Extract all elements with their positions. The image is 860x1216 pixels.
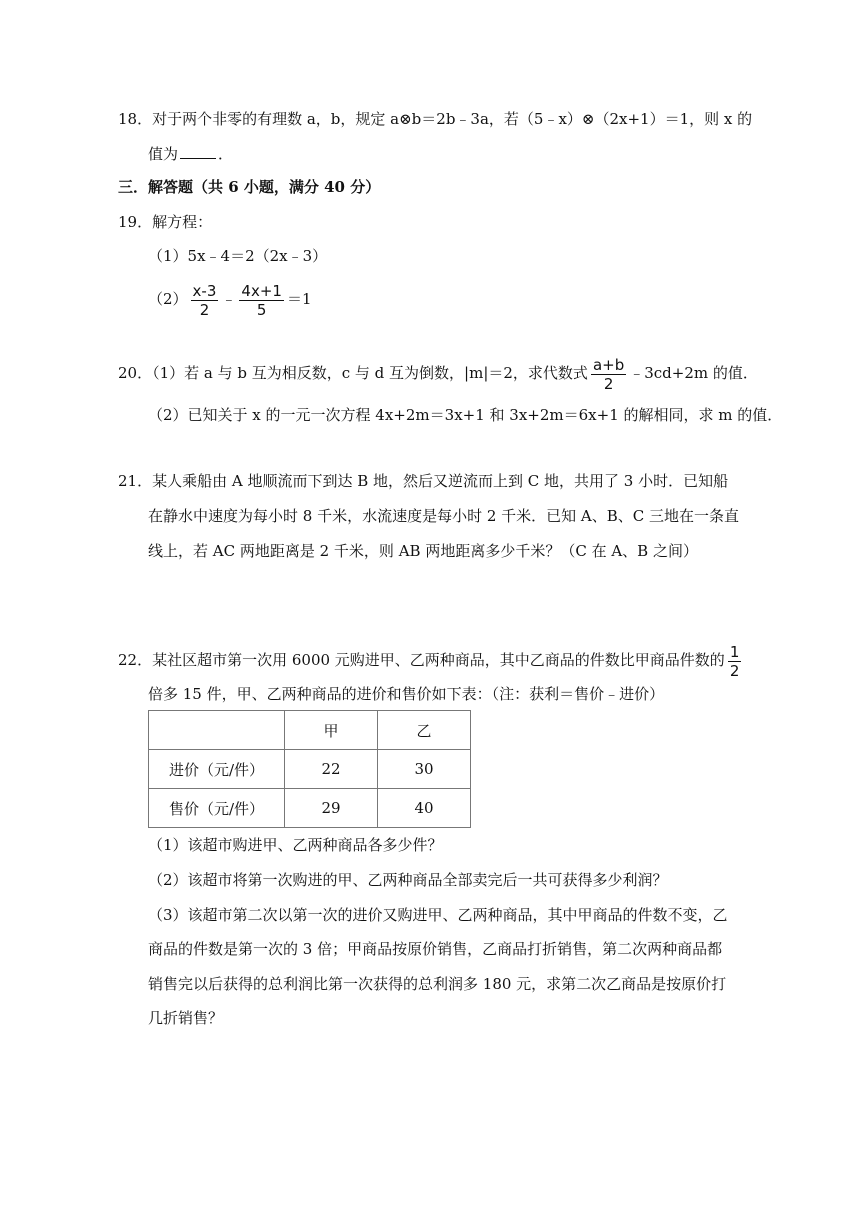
table-row [149, 750, 471, 789]
section-heading: 三．解答题（共 6 小题，满分 40 分） [118, 178, 381, 196]
table-row [149, 789, 471, 828]
table-cell: 30 [378, 750, 471, 789]
q18-line2-prefix: 值为 [148, 145, 179, 163]
q22-line1 [118, 640, 744, 680]
q20-part1-prefix: 20．（1）若 a 与 b 互为相反数，c 与 d 互为倒数，|m|＝2，求代数式 [118, 364, 588, 382]
fraction-denominator: 2 [199, 300, 210, 319]
q22-part1: （1）该超市购进甲、乙两种商品各多少件？ [148, 836, 443, 854]
fraction-numerator: 4x+1 [241, 281, 282, 300]
fraction [191, 282, 219, 319]
minus-sign: ﹣ [221, 290, 237, 308]
table-cell: 进价（元/件） [149, 750, 285, 789]
fraction-numerator: 1 [729, 642, 740, 661]
q19-part2-label: （2） [148, 290, 188, 308]
fraction-denominator: 2 [729, 661, 740, 680]
q19-title: 19．解方程： [118, 213, 213, 231]
fraction-denominator: 5 [256, 300, 267, 319]
fraction-denominator: 2 [603, 374, 614, 393]
table-cell: 29 [285, 789, 378, 828]
fraction [728, 643, 742, 680]
q20-part1-suffix: ﹣3cd+2m 的值． [629, 364, 758, 382]
q21-line2: 在静水中速度为每小时 8 千米，水流速度是每小时 2 千米．已知 A、B、C 三地在一条直 [148, 507, 740, 525]
q21-line1: 21．某人乘船由 A 地顺流而下到达 B 地，然后又逆流而上到 C 地，共用了 3 小时．已知船 [118, 472, 729, 490]
fraction [591, 356, 626, 393]
price-table [148, 710, 471, 828]
q22-line1-prefix: 22．某社区超市第一次用 6000 元购进甲、乙两种商品，其中乙商品的件数比甲商品件数的 [118, 651, 725, 669]
table-header-cell: 乙 [378, 711, 471, 750]
q22-part3-line3: 销售完以后获得的总利润比第一次获得的总利润多 180 元，求第二次乙商品是按原价打 [148, 975, 727, 993]
table-header-cell [149, 711, 285, 750]
table-cell: 40 [378, 789, 471, 828]
fraction [239, 282, 284, 319]
q18-line2-suffix: ． [218, 145, 234, 163]
table-cell: 22 [285, 750, 378, 789]
table-header-cell: 甲 [285, 711, 378, 750]
table-cell: 售价（元/件） [149, 789, 285, 828]
q20-part1 [118, 353, 758, 393]
q22-part3-line4: 几折销售？ [148, 1009, 224, 1027]
q20-part2: （2）已知关于 x 的一元一次方程 4x+2m＝3x+1 和 3x+2m＝6x+1 的解相同，求 m 的值． [148, 406, 783, 424]
fraction-numerator: a+b [592, 355, 625, 374]
q21-line3: 线上，若 AC 两地距离是 2 千米，则 AB 两地距离多少千米？（C 在 A、B 之间） [148, 542, 698, 560]
q18-line1: 18．对于两个非零的有理数 a，b，规定 a⊗b＝2b﹣3a，若（5﹣x）⊗（2x+1）＝1，则 x 的 [118, 110, 753, 128]
fraction-numerator: x-3 [192, 281, 217, 300]
answer-blank [180, 144, 216, 159]
q22-line2: 倍多 15 件，甲、乙两种商品的进价和售价如下表：（注：获利＝售价﹣进价） [148, 685, 665, 703]
q18-line2 [148, 143, 233, 165]
q22-part2: （2）该超市将第一次购进的甲、乙两种商品全部卖完后一共可获得多少利润？ [148, 871, 668, 889]
q22-part3-line1: （3）该超市第二次以第一次的进价又购进甲、乙两种商品，其中甲商品的件数不变，乙 [148, 906, 728, 924]
q19-part2 [148, 279, 312, 319]
table-header-row [149, 711, 471, 750]
q19-part1: （1）5x﹣4＝2（2x﹣3） [148, 247, 328, 265]
equation-rhs: ＝1 [286, 290, 312, 308]
q22-part3-line2: 商品的件数是第一次的 3 倍；甲商品按原价销售，乙商品打折销售，第二次两种商品都 [148, 940, 723, 958]
